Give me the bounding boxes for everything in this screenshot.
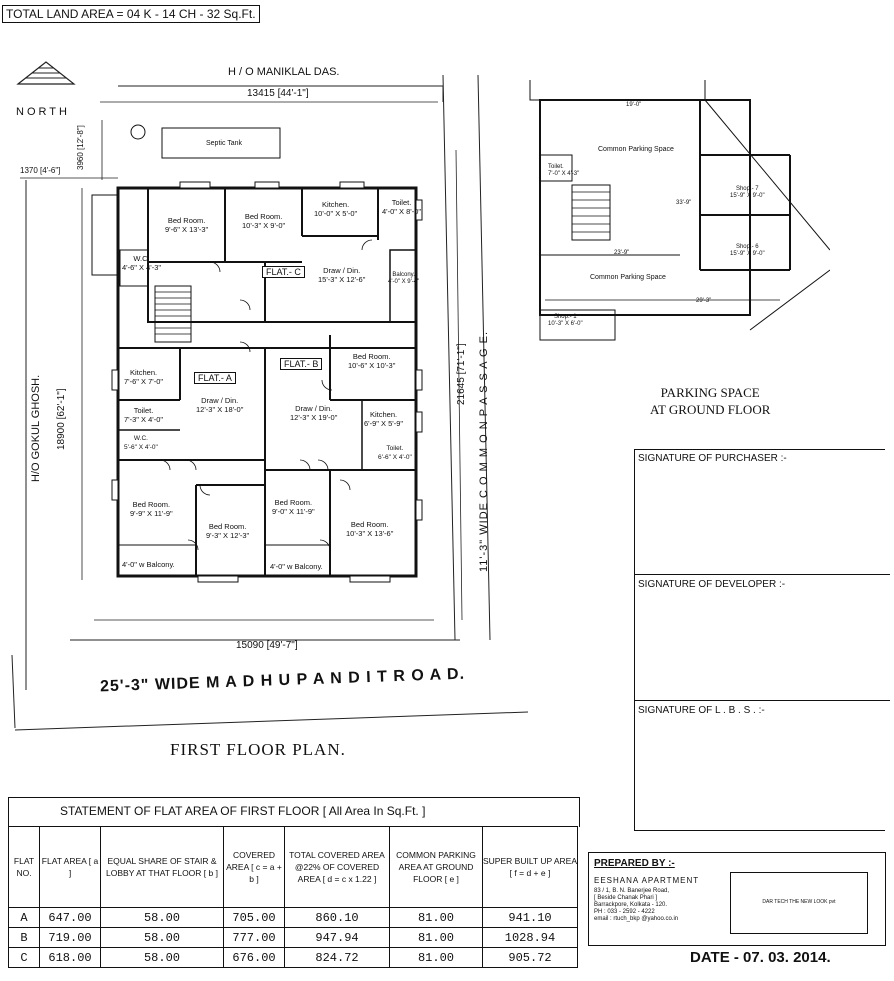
signature-lbs: SIGNATURE OF L . B . S . :- xyxy=(634,700,890,720)
shop-6: Shop.- 6 15'-9" X 9'-0" xyxy=(730,244,765,257)
room-label: Bed Room. 10'-3" X 9'-0" xyxy=(242,212,286,230)
parking-toilet: Toilet. 7'-0" X 4'-3" xyxy=(548,164,580,177)
table-header: EQUAL SHARE OF STAIR & LOBBY AT THAT FLOOR [ b ] xyxy=(101,827,224,908)
dimension-3960: 3960 [12'-8"] xyxy=(76,125,85,170)
cell: 860.10 xyxy=(285,908,390,928)
cell: 81.00 xyxy=(390,928,483,948)
cell: 941.10 xyxy=(483,908,578,928)
table-header: COMMON PARKING AREA AT GROUND FLOOR [ e ] xyxy=(390,827,483,908)
septic-tank-label: Septic Tank xyxy=(206,140,243,147)
room-label: Bed Room. 10'-3" X 13'-6" xyxy=(346,520,394,538)
flat-b-label: FLAT.- B xyxy=(280,358,322,370)
north-label: NORTH xyxy=(16,106,70,118)
table-row xyxy=(9,948,578,968)
room-label: Draw / Din. 15'-3" X 12'-6" xyxy=(318,266,366,284)
cell: 58.00 xyxy=(101,948,224,968)
prepared-by-label: PREPARED BY :- xyxy=(594,858,675,869)
room-label: Bed Room. 9'-6" X 13'-3" xyxy=(165,216,209,234)
signature-purchaser: SIGNATURE OF PURCHASER :- xyxy=(638,453,787,464)
parking-plan-drawing xyxy=(500,70,830,420)
parking-dim-33: 33'-9" xyxy=(676,200,692,206)
right-dimension: 21645 [71'-1"] xyxy=(456,343,467,405)
shop-7: Shop.- 7 15'-9" X 9'-0" xyxy=(730,186,765,199)
top-neighbor-label: H / O MANIKLAL DAS. xyxy=(228,66,340,78)
flat-a-label: FLAT.- A xyxy=(194,372,236,384)
room-label: Kitchen. 7'-6" X 7'-0" xyxy=(124,368,164,386)
table-header: SUPER BUILT UP AREA [ f = d + e ] xyxy=(483,827,578,908)
parking-common-1: Common Parking Space xyxy=(598,146,674,153)
table-header: COVERED AREA [ c = a + b ] xyxy=(224,827,285,908)
common-passage-label: 11'-3" WIDE C O M M O N P A S S A G E. xyxy=(478,330,490,572)
top-dimension: 13415 [44'-1"] xyxy=(247,88,309,99)
room-label: W.C. 5'-6" X 4'-0" xyxy=(124,435,158,451)
room-label: Bed Room. 10'-6" X 10'-3" xyxy=(348,352,396,370)
flat-c-label: FLAT.- C xyxy=(262,266,305,278)
cell: 705.00 xyxy=(224,908,285,928)
plan-title: FIRST FLOOR PLAN. xyxy=(170,740,346,759)
dimension-1370: 1370 [4'-6"] xyxy=(20,166,61,175)
room-label: Draw / Din. 12'-3" X 18'-0" xyxy=(196,396,244,414)
table-header: TOTAL COVERED AREA @22% OF COVERED AREA [ d = c x 1.22 ] xyxy=(285,827,390,908)
cell: C xyxy=(9,948,40,968)
cell: 719.00 xyxy=(40,928,101,948)
cell: 58.00 xyxy=(101,908,224,928)
prepared-by-address: 83 / 1, B. N. Banerjee Road, [ Beside Chanak Phari ] Barrackpore, Kolkata - 120. PH : 033 - 2592 - 4222 email : rtuch_bkp @yahoo.co.in xyxy=(594,888,679,922)
parking-dim-19: 19'-0" xyxy=(626,102,642,108)
shop-1: Shop.- 1 10'-3" X 6'-0" xyxy=(548,314,583,327)
room-label: Toilet. 4'-0" X 8'-0" xyxy=(382,198,422,216)
parking-title: PARKING SPACE AT GROUND FLOOR xyxy=(650,385,771,417)
room-label: Bed Room. 9'-3" X 12'-3" xyxy=(206,522,250,540)
prepared-by-name: EESHANA APARTMENT xyxy=(594,876,700,885)
room-label: Toilet. 6'-6" X 4'-0" xyxy=(378,445,412,461)
table-row xyxy=(9,928,578,948)
parking-dim-23: 23'-9" xyxy=(614,250,630,256)
cell: 947.94 xyxy=(285,928,390,948)
room-label: Bed Room. 9'-9" X 11'-9" xyxy=(130,500,173,518)
cell: 676.00 xyxy=(224,948,285,968)
room-label: W.C. 4'-6" X 4'-3" xyxy=(122,254,162,272)
room-label: Draw / Din. 12'-3" X 19'-0" xyxy=(290,404,338,422)
table-row xyxy=(9,908,578,928)
cell: 905.72 xyxy=(483,948,578,968)
parking-common-2: Common Parking Space xyxy=(590,274,666,281)
room-label: Kitchen. 10'-0" X 5'-0" xyxy=(314,200,358,218)
signature-panel xyxy=(634,449,885,831)
cell: 1028.94 xyxy=(483,928,578,948)
company-stamp: DAR TECH THE NEW LOOK pvt xyxy=(762,899,836,905)
cell: 58.00 xyxy=(101,928,224,948)
statement-table xyxy=(8,826,578,968)
total-land-area: TOTAL LAND AREA = 04 K - 14 CH - 32 Sq.Ft. xyxy=(2,5,260,23)
room-label: Toilet. 7'-3" X 4'-0" xyxy=(124,406,164,424)
cell: 824.72 xyxy=(285,948,390,968)
room-label: 4'-0" w Balcony. xyxy=(122,560,175,569)
cell: 81.00 xyxy=(390,948,483,968)
cell: 777.00 xyxy=(224,928,285,948)
company-stamp-box xyxy=(730,872,868,934)
signature-developer: SIGNATURE OF DEVELOPER :- xyxy=(634,574,890,594)
statement-title: STATEMENT OF FLAT AREA OF FIRST FLOOR [ All Area In Sq.Ft. ] xyxy=(60,804,426,818)
left-dimension: 18900 [62'-1"] xyxy=(56,388,67,450)
cell: 81.00 xyxy=(390,908,483,928)
left-neighbor-label: H/O GOKUL GHOSH. xyxy=(30,374,42,482)
table-header: FLAT AREA [ a ] xyxy=(40,827,101,908)
room-label: 4'-0" w Balcony. xyxy=(270,562,323,571)
road-label: 25'-3" WIDE M A D H U P A N D I T R O A D. xyxy=(99,665,466,696)
parking-dim-29: 29'-3" xyxy=(696,298,712,304)
cell: 647.00 xyxy=(40,908,101,928)
bottom-dimension: 15090 [49'-7"] xyxy=(236,640,298,651)
room-label: Bed Room. 9'-0" X 11'-9" xyxy=(272,498,315,516)
room-label: Kitchen. 6'-9" X 5'-9" xyxy=(364,410,404,428)
table-header: FLAT NO. xyxy=(9,827,40,908)
cell: 618.00 xyxy=(40,948,101,968)
cell: A xyxy=(9,908,40,928)
cell: B xyxy=(9,928,40,948)
room-label: Balcony. 4'-0" X 9'-4" xyxy=(388,272,420,285)
date-label: DATE - 07. 03. 2014. xyxy=(690,949,831,966)
